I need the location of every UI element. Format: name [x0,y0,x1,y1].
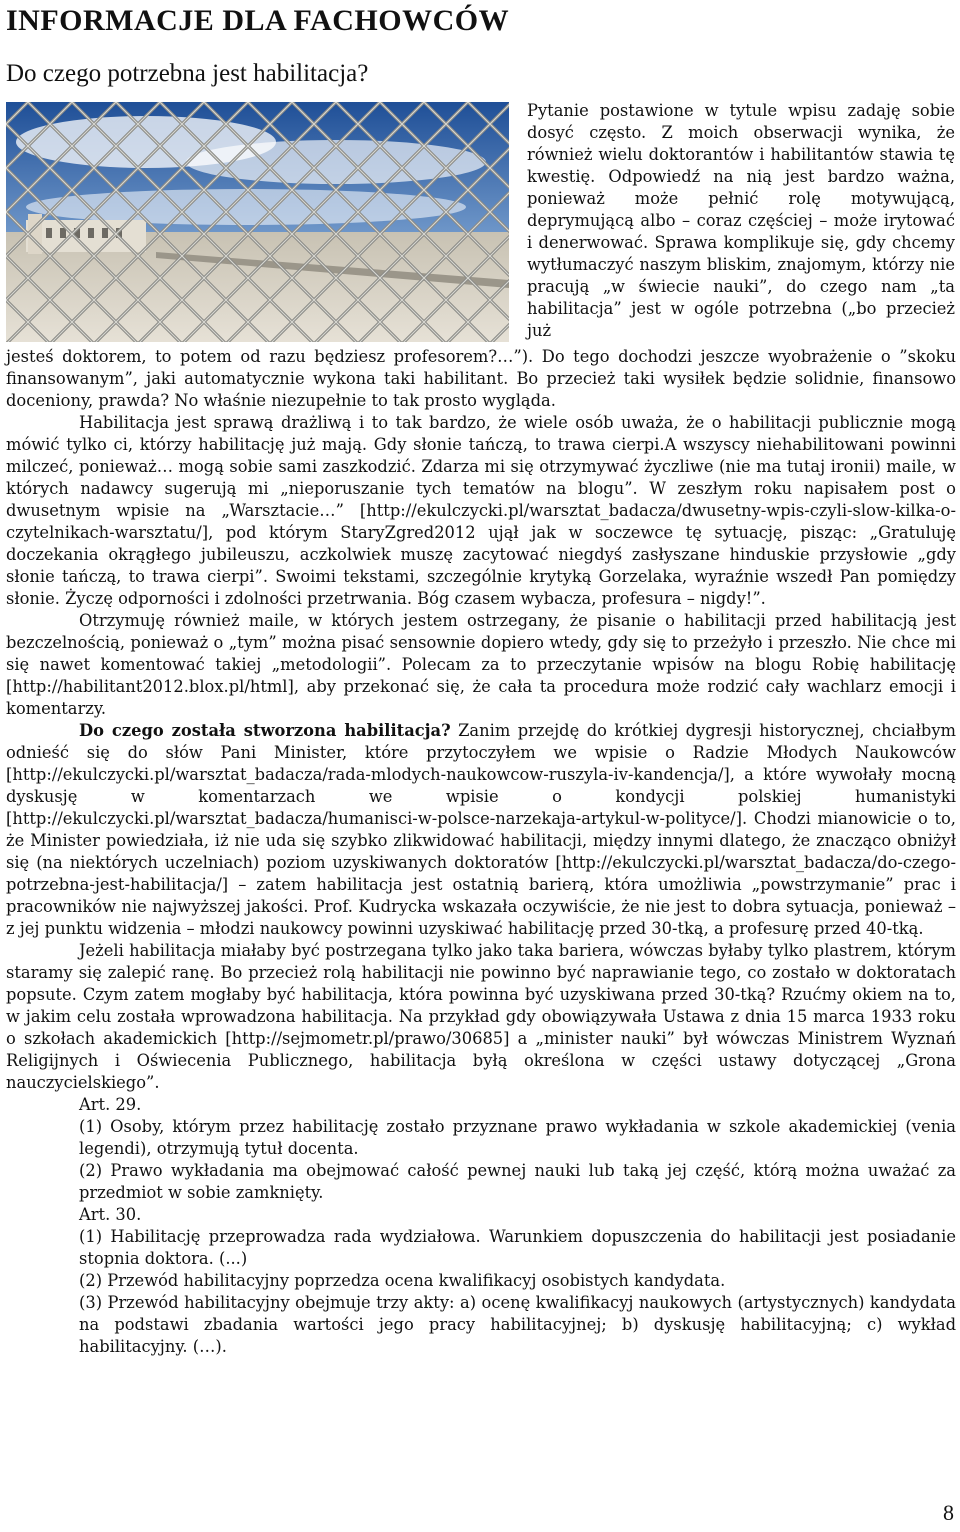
page-number: 8 [943,1500,954,1525]
paragraph: jesteś doktorem, to potem od razu będziesz profesorem?…”). Do tego dochodzi jeszcze wyobrażenie o ”skoku finansowanym”, jaki automatycznie wykona taki habilitant. Bo przecież taki wysiłek będzie solidnie, finansowo doceniony, prawda? No właśnie niezupełnie to tak prosto wygląda. [6,347,956,410]
fence-photo [6,102,509,342]
section-title: INFORMACJE DLA FACHOWCÓW [6,4,510,37]
paragraph: Habilitacja jest sprawą drażliwą i to tak bardzo, że wiele osób uważa, że o habilitacji publicznie mogą mówić tylko ci, którzy habilitację już mają. Gdy słonie tańczą, to trawa cierpi.A wszyscy niehabilitowani powinni milczeć, ponieważ… mogą sobie sami zaszkodzić. Zdarza mi się otrzymywać życzliwe (nie ma tutaj ironii) maile, w których nadawcy sugerują mi „nieporuszanie tych tematów na blogu”. W zeszłym roku napisałem post o dwusetnym wpisie na „Warsztacie…” [http://ekulczycki.pl/warsztat_badacza/dwusetny-wpis-czyli-slow-kilka-o-czytelnikach-warsztatu/], pod którym StaryZgred2012 ujął jak w soczewce tę sytuację, pisząc: „Gratuluję doczekania okrągłego jubileuszu, aczkolwiek muszę zacytować niegdyś zasłyszane hinduskie przysłowie „gdy słonie tańczą, to trawa cierpi”. Swoimi tekstami, szczególnie krytyką Gorzelaka, wyraźnie wszedł Pan pomiędzy słonie. Życzę odporności i zdolności przetrwania. Bóg czasem wybacza, profesura – nigdy!”. [6,413,956,608]
paragraph: Otrzymuję również maile, w których jestem ostrzegany, że pisanie o habilitacji przed habilitacją jest bezczelnością, ponieważ o „tym” można pisać sensownie dopiero wtedy, gdy się to przeżyło i przeszło. Nie chce mi się nawet komentować takiej „metodologii”. Polecam za to przeczytanie wpisów na blogu Robię habilitację [http://habilitant2012.blox.pl/html], aby przekonać się, że cała ta procedura może rodzić cały wachlarz emocji i komentarzy. [6,611,956,718]
quote-paragraph: (2) Prawo wykładania ma obejmować całość pewnej nauki lub taką jej część, którą można uważać za przedmiot w sobie zamknięty. [79,1161,956,1202]
quote-paragraph: (2) Przewód habilitacyjny poprzedza ocena kwalifikacyj osobistych kandydata. [79,1271,726,1290]
article-body [6,346,956,1358]
article-title: Do czego potrzebna jest habilitacja? [6,60,369,87]
article-heading: Art. 30. [79,1205,142,1224]
quote-paragraph: (1) Habilitację przeprowadza rada wydziałowa. Warunkiem dopuszczenia do habilitacji jest posiadanie stopnia doktora. (...) [79,1227,956,1268]
paragraph: Jeżeli habilitacja miałaby być postrzegana tylko jako taka bariera, wówczas byłaby tylko plastrem, którym staramy się zalepić ranę. Bo przecież rolą habilitacji nie powinno być naprawianie tego, co zostało w doktoratach popsute. Czym zatem mogłaby być habilitacja, która powinna być uzyskiwana przed 30-tką? Rzućmy okiem na to, w jakim celu została wprowadzona habilitacja. Na przykład gdy obowiązywała Ustawa z dnia 15 marca 1933 roku o szkołach akademickich [http://sejmometr.pl/prawo/30685] a „minister nauki” był wówczas Ministrem Wyznań Religijnych i Oświecenia Publicznego, habilitacja byłą określona w części ustawy dotyczącej „Grona nauczycielskiego”. [6,941,956,1092]
quote-paragraph: (1) Osoby, którym przez habilitację zostało przyznane prawo wykładania w szkole akademickiej (venia legendi), otrzymują tytuł docenta. [79,1117,956,1158]
intro-paragraph: Pytanie postawione w tytule wpisu zadaję sobie dosyć często. Z moich obserwacji wynika, że również wielu doktorantów i habilitantów stawia tę kwestię. Odpowiedź na nią jest bardzo ważna, ponieważ może pełnić rolę motywującą, deprymującą albo – coraz częściej – może irytować i denerwować. Sprawa komplikuje się, gdy chcemy wytłumaczyć naszym bliskim, znajomym, którzy nie pracują „w świecie nauki”, do czego nam „ta habilitacja” jest w ogóle potrzebna („bo przecież już [527,101,955,340]
article-heading: Art. 29. [79,1095,142,1114]
paragraph-text: Zanim przejdę do krótkiej dygresji historycznej, chciałbym odnieść się do słów Pani Minister, które przytoczyłem we wpisie o Radzie Młodych Naukowców [http://ekulczycki.pl/warsztat_badacza/rada-mlodych-naukowcow-ruszyla-iv-kandencja/], a które wywołały mocną dyskusję w komentarzach we wpisie o kondycji polskiej humanistyki [http://ekulczycki.pl/warsztat_badacza/humanisci-w-polsce-narzekaja-artykul-w-polityce/]. Chodzi mianowicie o to, że Minister powiedziała, iż nie uda się szybko zlikwidować habilitacji, między innymi dlatego, że znacząco obniżył się (na niektórych uczelniach) poziom uzyskiwanych doktoratów [http://ekulczycki.pl/warsztat_badacza/do-czego-potrzebna-jest-habilitacja/] – zatem habilitacja jest ostatnią barierą, która umożliwia „powstrzymanie” prac i pracowników nie najwyższej jakości. Prof. Kudrycka wskazała oczywiście, że nie jest to dobra sytuacja, ponieważ – z jej punktu widzenia – młodzi naukowcy powinni uzyskiwać habilitację przed 30-tką, a profesurę przed 40-tką. [6,721,956,938]
quote-paragraph: (3) Przewód habilitacyjny obejmuje trzy akty: a) ocenę kwalifikacyj naukowych (artystycznych) kandydata na podstawi zbadania wartości jego pracy habilitacyjnej; b) dyskusję habilitacyjną; c) wykład habilitacyjny. (…). [79,1293,956,1356]
paragraph [6,720,956,940]
bold-question: Do czego została stworzona habilitacja? [79,721,451,740]
